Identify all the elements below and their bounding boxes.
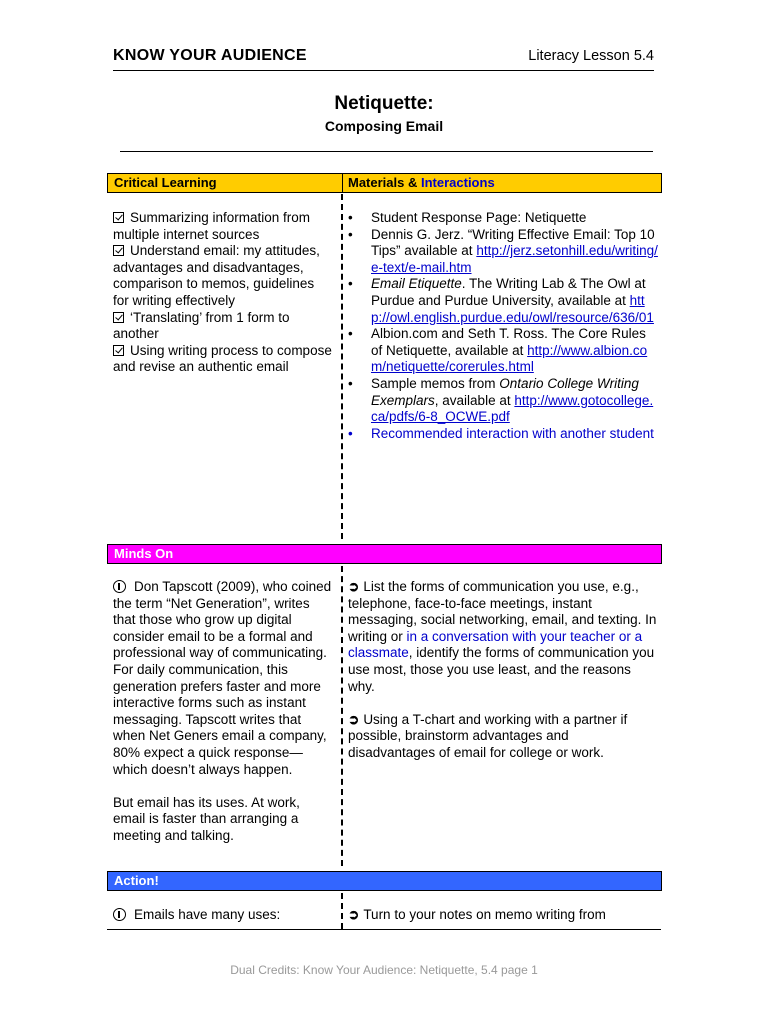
- bullet-icon: •: [348, 375, 353, 391]
- lesson-number: Literacy Lesson 5.4: [528, 48, 654, 64]
- action-left: [113, 907, 335, 924]
- materials-heading: Materials & Interactions: [348, 175, 495, 190]
- bullet-icon: •: [348, 226, 353, 242]
- list-item: Summarizing information from multiple internet sources: [113, 210, 311, 242]
- arrow-icon: ➲: [348, 579, 360, 594]
- checkbox-checked-icon: [113, 212, 124, 223]
- info-icon: [113, 580, 126, 593]
- paragraph: Emails have many uses:: [113, 907, 335, 924]
- column-divider: [341, 566, 343, 866]
- paragraph: ➲ Using a T-chart and working with a partner if possible, brainstorm advantages and disadvantages of email for college or work.: [348, 711, 628, 760]
- interactions-label: Interactions: [420, 175, 495, 190]
- running-header: [113, 47, 654, 69]
- minds-on-heading: Minds On: [114, 546, 174, 561]
- list-item: Using writing process to compose and revise an authentic email: [113, 342, 332, 375]
- checkbox-checked-icon: [113, 345, 124, 356]
- jerz-link[interactable]: http://jerz.setonhill.edu/writing/e-text/e-mail.htm: [371, 243, 658, 275]
- minds-on-left: [113, 579, 335, 845]
- paragraph: ➲ List the forms of communication you use, e.g., telephone, face-to-face meetings, instant messaging, social networking, email, and texting. In writing or in a conversation with your teacher or a classmate, identify the forms of communication you use most, those you use least, and the reasons why.: [348, 579, 657, 694]
- list-item: • Albion.com and Seth T. Ross. The Core Rules of Netiquette, available at http://www.albion.com/netiquette/corerules.html: [348, 326, 648, 375]
- list-item: • Student Response Page: Netiquette: [348, 210, 587, 225]
- checkbox-checked-icon: [113, 312, 124, 323]
- table-bottom-rule: [107, 929, 661, 930]
- page-footer: Dual Credits: Know Your Audience: Netiquette, 5.4 page 1: [230, 963, 538, 977]
- arrow-icon: ➲: [348, 711, 360, 727]
- list-item: Understand email: my attitudes, advantages and disadvantages, comparison to memos, guidelines for writing effectively: [113, 243, 320, 308]
- albion-link[interactable]: http://www.albion.com/netiquette/corerules.html: [371, 342, 648, 375]
- critical-learning-heading: Critical Learning: [114, 175, 217, 190]
- title-rule: [120, 151, 653, 152]
- bullet-icon: •: [348, 425, 353, 441]
- bullet-icon: •: [348, 276, 353, 292]
- purdue-owl-link[interactable]: http://owl.english.purdue.edu/owl/resource/636/01: [371, 292, 654, 325]
- action-heading: Action!: [114, 873, 159, 888]
- page-subtitle: Composing Email: [324, 118, 444, 134]
- section-header-critical-learning: [107, 173, 662, 193]
- header-rule: [113, 70, 654, 71]
- arrow-icon: ➲: [348, 907, 360, 922]
- list-item: • Email Etiquette. The Writing Lab & The Owl at Purdue and Purdue University, available at http://owl.english.purdue.edu/owl/resource/636/01: [348, 276, 654, 325]
- column-divider: [341, 893, 343, 929]
- list-item: • Recommended interaction with another student: [348, 425, 654, 441]
- action-right: [348, 907, 658, 924]
- checkbox-checked-icon: [113, 245, 124, 256]
- section-header-action: [107, 871, 662, 891]
- bullet-icon: •: [348, 210, 353, 225]
- minds-on-right: [348, 579, 658, 762]
- section-header-minds-on: [107, 544, 662, 564]
- bullet-icon: •: [348, 326, 353, 342]
- paragraph: Don Tapscott (2009), who coined the term “Net Generation”, writes that those who grow up digital consider email to be a formal and professional way of communicating. For daily communication, this generation prefers faster and more interactive forms such as instant messaging. Tapscott writes that when Net Geners email a company, 80% expect a quick response—which doesn’t always happen.: [113, 579, 332, 777]
- materials-list: [346, 210, 658, 442]
- list-item: • Sample memos from Ontario College Writing Exemplars, available at http://www.gotocollege.ca/pdfs/6-8_OCWE.pdf: [348, 375, 654, 425]
- critical-learning-list: [113, 210, 333, 376]
- unit-title: KNOW YOUR AUDIENCE: [113, 47, 307, 64]
- gotocollege-link[interactable]: http://www.gotocollege.ca/pdfs/6-8_OCWE.pdf: [371, 392, 654, 425]
- column-divider: [341, 194, 343, 539]
- list-item: • Dennis G. Jerz. “Writing Effective Email: Top 10 Tips” available at http://jerz.setonhill.edu/writing/e-text/e-mail.htm: [348, 226, 658, 275]
- band-divider: [342, 174, 343, 192]
- list-item: ‘Translating’ from 1 form to another: [113, 309, 290, 342]
- paragraph: But email has its uses. At work, email is faster than arranging a meeting and talking.: [113, 794, 300, 843]
- paragraph: ➲ Turn to your notes on memo writing from: [348, 907, 606, 922]
- info-icon: [113, 908, 126, 921]
- page-title: Netiquette:: [334, 93, 434, 114]
